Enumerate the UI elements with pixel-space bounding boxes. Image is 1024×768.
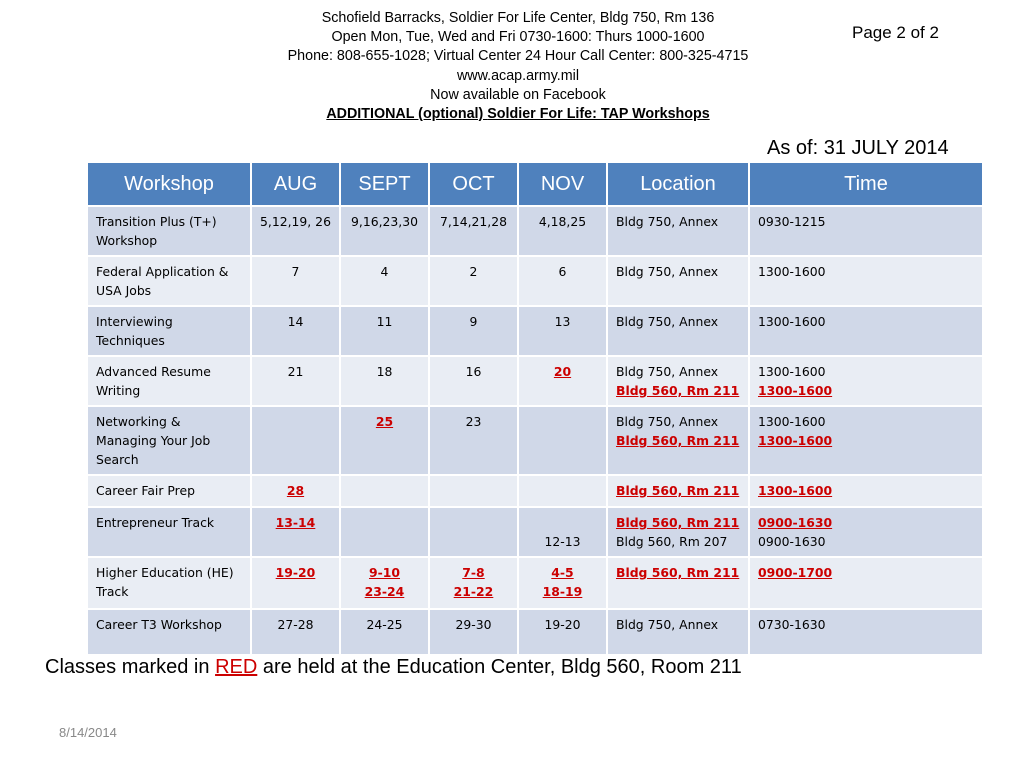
- oct-value: 7-8: [462, 565, 485, 580]
- location-value: Bldg 560, Rm 211: [616, 515, 740, 530]
- sept-cell: [340, 206, 429, 256]
- time-value: 1300-1600: [758, 483, 833, 498]
- nov-value: [527, 513, 598, 532]
- aug-cell: [251, 406, 340, 475]
- aug-cell: [251, 206, 340, 256]
- location-value: Bldg 750, Annex: [616, 364, 719, 379]
- table-row: [87, 256, 983, 306]
- nov-cell: [518, 475, 607, 507]
- oct-cell: [429, 206, 518, 256]
- table-row: [87, 475, 983, 507]
- table-row: [87, 306, 983, 356]
- footer-note-red-word: RED: [215, 656, 258, 678]
- time-cell: [749, 306, 983, 356]
- location-cell: [607, 609, 749, 655]
- location-value: Bldg 750, Annex: [616, 414, 719, 429]
- sept-value: 24-25: [366, 617, 403, 632]
- time-cell: [749, 475, 983, 507]
- time-value: 1300-1600: [758, 383, 833, 398]
- sept-value: 9,16,23,30: [351, 214, 418, 229]
- sept-value: 4: [380, 264, 389, 279]
- nov-value: 13: [554, 314, 571, 329]
- aug-cell: [251, 306, 340, 356]
- sept-cell: [340, 557, 429, 609]
- aug-value: 14: [287, 314, 304, 329]
- sept-cell: [340, 507, 429, 557]
- aug-value: 13-14: [275, 515, 316, 530]
- oct-value: 16: [465, 364, 482, 379]
- location-cell: [607, 306, 749, 356]
- time-cell: [749, 507, 983, 557]
- sept-cell: [340, 256, 429, 306]
- column-header-time: Time: [749, 162, 983, 206]
- table-row: [87, 609, 983, 655]
- location-cell: [607, 256, 749, 306]
- oct-cell: [429, 475, 518, 507]
- page-number: Page 2 of 2: [852, 23, 939, 42]
- time-value: 0900-1630: [758, 515, 833, 530]
- table-row: [87, 406, 983, 475]
- aug-cell: [251, 475, 340, 507]
- location-value: Bldg 750, Annex: [616, 617, 719, 632]
- oct-value: 21-22: [453, 584, 494, 599]
- footer-note-prefix: Classes marked in: [45, 656, 216, 678]
- time-value: 1300-1600: [758, 264, 826, 279]
- table-header-row: [87, 162, 983, 206]
- time-value: 1300-1600: [758, 433, 833, 448]
- column-header-oct: OCT: [429, 162, 518, 206]
- sept-cell: [340, 306, 429, 356]
- aug-cell: [251, 256, 340, 306]
- aug-value: 28: [286, 483, 305, 498]
- oct-cell: [429, 356, 518, 406]
- location-value: Bldg 560, Rm 211: [616, 383, 740, 398]
- workshop-name-cell: Transition Plus (T+) Workshop: [87, 206, 251, 256]
- time-cell: [749, 557, 983, 609]
- aug-value: 27-28: [277, 617, 314, 632]
- location-value: Bldg 750, Annex: [616, 314, 719, 329]
- workshop-name-cell: Advanced Resume Writing: [87, 356, 251, 406]
- oct-cell: [429, 256, 518, 306]
- aug-value: 21: [287, 364, 304, 379]
- location-value: Bldg 560, Rm 211: [616, 565, 740, 580]
- time-value: 0900-1700: [758, 565, 833, 580]
- time-value: 0730-1630: [758, 617, 826, 632]
- aug-cell: [251, 507, 340, 557]
- nov-cell: [518, 406, 607, 475]
- nov-value: 18-19: [542, 584, 583, 599]
- header-hours: Open Mon, Tue, Wed and Fri 0730-1600: Thurs 1000-1600: [331, 29, 705, 46]
- oct-value: 23: [465, 414, 482, 429]
- time-value: 1300-1600: [758, 314, 826, 329]
- footer-note: [45, 656, 742, 679]
- location-cell: [607, 557, 749, 609]
- column-header-workshop: Workshop: [87, 162, 251, 206]
- location-value: Bldg 750, Annex: [616, 214, 719, 229]
- workshop-name-cell: Entrepreneur Track: [87, 507, 251, 557]
- header-phone: Phone: 808-655-1028; Virtual Center 24 Hour Call Center: 800-325-4715: [287, 48, 749, 65]
- aug-value: 19-20: [275, 565, 316, 580]
- sept-value: 23-24: [364, 584, 405, 599]
- location-cell: [607, 206, 749, 256]
- oct-value: 7,14,21,28: [440, 214, 507, 229]
- workshop-name-cell: Higher Education (HE) Track: [87, 557, 251, 609]
- oct-cell: [429, 406, 518, 475]
- footer-note-suffix: are held at the Education Center, Bldg 560, Room 211: [257, 656, 742, 678]
- sept-cell: [340, 406, 429, 475]
- oct-value: 2: [469, 264, 478, 279]
- sept-value: 18: [376, 364, 393, 379]
- oct-cell: [429, 557, 518, 609]
- workshop-name-cell: Career T3 Workshop: [87, 609, 251, 655]
- header-location: Schofield Barracks, Soldier For Life Center, Bldg 750, Rm 136: [321, 10, 715, 26]
- location-cell: [607, 507, 749, 557]
- nov-cell: [518, 306, 607, 356]
- workshop-name-cell: Federal Application & USA Jobs: [87, 256, 251, 306]
- workshop-schedule-table: [86, 161, 984, 656]
- aug-value: 5,12,19, 26: [260, 214, 331, 229]
- time-cell: [749, 406, 983, 475]
- nov-value: 19-20: [544, 617, 581, 632]
- location-value: Bldg 560, Rm 211: [616, 483, 740, 498]
- aug-cell: [251, 609, 340, 655]
- sept-cell: [340, 475, 429, 507]
- as-of-date: As of: 31 JULY 2014: [767, 137, 949, 159]
- location-value: Bldg 560, Rm 211: [616, 433, 740, 448]
- workshop-name-cell: Networking & Managing Your Job Search: [87, 406, 251, 475]
- nov-cell: [518, 356, 607, 406]
- workshop-name-cell: Career Fair Prep: [87, 475, 251, 507]
- column-header-aug: AUG: [251, 162, 340, 206]
- time-value: 1300-1600: [758, 414, 826, 429]
- column-header-nov: NOV: [518, 162, 607, 206]
- time-cell: [749, 256, 983, 306]
- sept-cell: [340, 609, 429, 655]
- nov-value: 6: [558, 264, 567, 279]
- location-value: Bldg 750, Annex: [616, 264, 719, 279]
- sept-cell: [340, 356, 429, 406]
- oct-cell: [429, 306, 518, 356]
- time-value: 0900-1630: [758, 534, 826, 549]
- nov-value: 20: [553, 364, 572, 379]
- column-header-location: Location: [607, 162, 749, 206]
- location-cell: [607, 356, 749, 406]
- nov-cell: [518, 507, 607, 557]
- time-value: 0930-1215: [758, 214, 826, 229]
- time-value: 1300-1600: [758, 364, 826, 379]
- time-cell: [749, 356, 983, 406]
- page-header: [200, 9, 836, 124]
- table-row: [87, 206, 983, 256]
- location-value: Bldg 560, Rm 207: [616, 534, 728, 549]
- time-cell: [749, 609, 983, 655]
- nov-value: 4,18,25: [538, 214, 587, 229]
- slide-date: 8/14/2014: [59, 725, 117, 740]
- table-row: [87, 356, 983, 406]
- nov-value: 12-13: [544, 534, 581, 549]
- sept-value: 11: [376, 314, 393, 329]
- location-cell: [607, 406, 749, 475]
- nov-cell: [518, 557, 607, 609]
- nov-value: 4-5: [551, 565, 574, 580]
- subtitle-title: Soldier For Life: TAP Workshops: [487, 106, 710, 123]
- subtitle-prefix: ADDITIONAL (optional): [326, 106, 488, 123]
- header-website: www.acap.army.mil: [456, 67, 580, 84]
- oct-cell: [429, 507, 518, 557]
- column-header-sept: SEPT: [340, 162, 429, 206]
- header-subtitle: [200, 105, 836, 124]
- nov-cell: [518, 609, 607, 655]
- aug-cell: [251, 356, 340, 406]
- header-facebook: Now available on Facebook: [430, 86, 606, 103]
- oct-value: 9: [469, 314, 478, 329]
- sept-value: 25: [375, 414, 394, 429]
- nov-cell: [518, 206, 607, 256]
- oct-cell: [429, 609, 518, 655]
- time-cell: [749, 206, 983, 256]
- sept-value: 9-10: [368, 565, 400, 580]
- aug-value: 7: [291, 264, 300, 279]
- table-row: [87, 507, 983, 557]
- aug-cell: [251, 557, 340, 609]
- workshop-name-cell: Interviewing Techniques: [87, 306, 251, 356]
- nov-cell: [518, 256, 607, 306]
- table-row: [87, 557, 983, 609]
- location-cell: [607, 475, 749, 507]
- oct-value: 29-30: [455, 617, 492, 632]
